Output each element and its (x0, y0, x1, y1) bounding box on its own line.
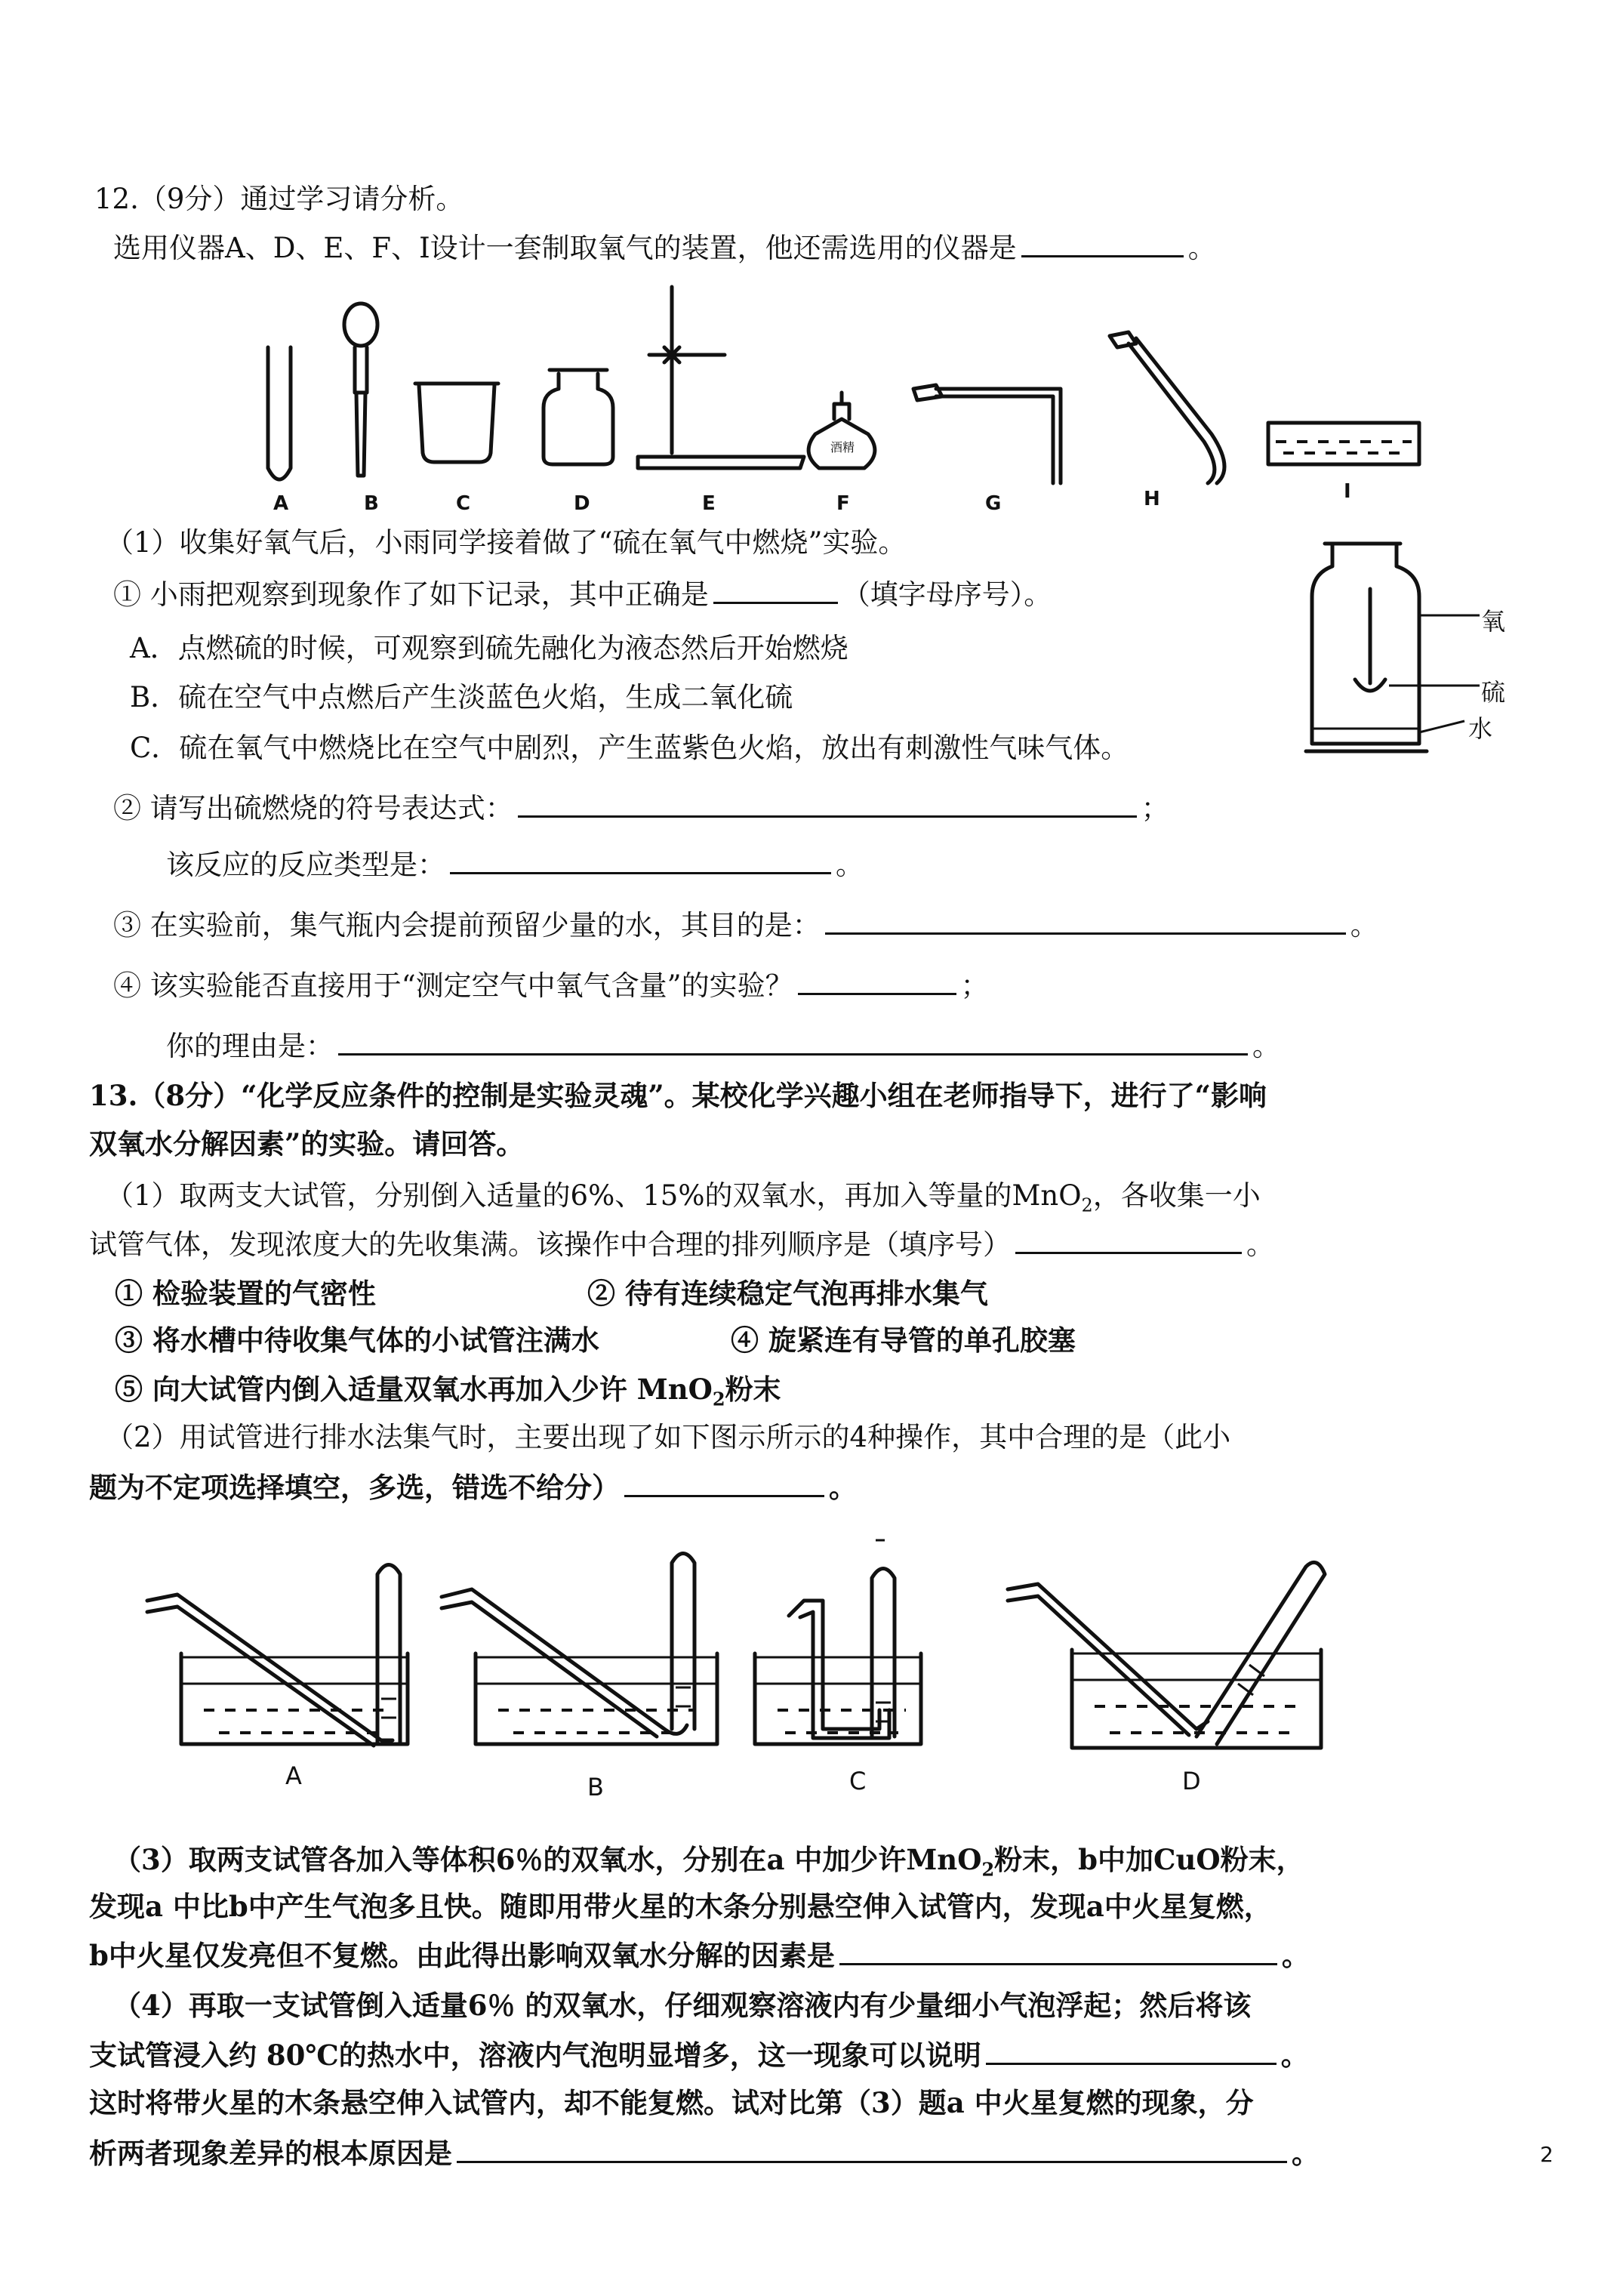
q13-part1-cont: 试管气体，发现浓度大的先收集满。该操作中合理的排列顺序是（填序号） 。 (89, 1228, 1274, 1261)
fig-label-D: D (1182, 1767, 1201, 1795)
label-D: D (574, 492, 590, 515)
q12-option-C: C．硫在氧气中燃烧比在空气中剧烈，产生蓝紫色火焰，放出有刺激性气味气体。 (130, 732, 1129, 764)
page-number: 2 (1540, 2142, 1554, 2167)
diagram-D (1008, 1562, 1325, 1748)
label-F: F (836, 492, 850, 515)
q13-step-3: ③ 将水槽中待收集气体的小试管注满水 (115, 1324, 599, 1357)
q12-option-B: B．硫在空气中点燃后产生淡蓝色火焰，生成二氧化硫 (130, 681, 793, 713)
q13-part1: （1）取两支大试管，分别倒入适量的6%、15%的双氧水，再加入等量的MnO$_2$，各收集一小 (106, 1179, 1261, 1216)
q13-part4-cont1: 支试管浸入约 80℃的热水中，溶液内气泡明显增多，这一现象可以说明 。 (89, 2039, 1309, 2072)
label-C: C (456, 492, 471, 515)
label-E: E (702, 492, 716, 515)
q13-title-cont: 双氧水分解因素”的实验。请回答。 (89, 1127, 525, 1160)
q13-step-2: ② 待有连续稳定气泡再排水集气 (587, 1277, 988, 1310)
diagram-A (147, 1565, 408, 1746)
jar-label-sulfur: 硫 (1481, 678, 1506, 707)
q12-sub1: ① 小雨把观察到现象作了如下记录，其中正确是 （填字母序号）。 (113, 578, 1052, 611)
q13-step-5: ⑤ 向大试管内倒入适量双氧水再加入少许 MnO$_2$粉末 (115, 1373, 781, 1410)
q13-title: 13.（8分）“化学反应条件的控制是实验灵魂”。某校化学兴趣小组在老师指导下，进行了“影响 (89, 1079, 1267, 1112)
jar-label-oxygen: 氧 (1481, 607, 1506, 636)
q13-part2: （2）用试管进行排水法集气时，主要出现了如下图示所示的4种操作，其中合理的是（此小 (106, 1421, 1231, 1453)
q12-option-A: A．点燃硫的时候，可观察到硫先融化为液态然后开始燃烧 (130, 632, 848, 664)
alcohol-label: 酒精 (830, 440, 855, 455)
q12-intro: 选用仪器A、D、E、F、I设计一套制取氧气的装置，他还需选用的仪器是 。 (113, 232, 1216, 264)
q12-part1: （1）收集好氧气后，小雨同学接着做了“硫在氧气中燃烧”实验。 (106, 526, 907, 559)
q12-title: 12.（9分）通过学习请分析。 (94, 183, 464, 215)
label-G: G (985, 492, 1002, 515)
q13-part3-cont2: b中火星仅发亮但不复燃。由此得出影响双氧水分解的因素是 。 (89, 1939, 1310, 1972)
q13-step-4: ④ 旋紧连有导管的单孔胶塞 (731, 1324, 1076, 1357)
q13-part4-cont2: 这时将带火星的木条悬空伸入试管内，却不能复燃。试对比第（3）题a 中火星复燃的现象，分 (89, 2086, 1254, 2119)
q12-sub4-reason: 你的理由是： 。 (166, 1030, 1280, 1062)
q13-step-1: ① 检验装置的气密性 (115, 1277, 376, 1310)
fig-label-B: B (587, 1773, 604, 1801)
label-H: H (1144, 488, 1160, 510)
label-B: B (364, 492, 379, 515)
label-A: A (273, 492, 289, 515)
fig-label-C: C (849, 1767, 867, 1795)
q13-part3: （3）取两支试管各加入等体积6％的双氧水，分别在a 中加少许MnO$_2$粉末，b中加CuO粉末， (113, 1843, 1304, 1881)
q13-part4-cont3: 析两者现象差异的根本原因是 。 (89, 2137, 1320, 2170)
q12-sub4: ④ 该实验能否直接用于“测定空气中氧气含量”的实验？ ； (113, 969, 989, 1002)
jar-label-water: 水 (1468, 714, 1493, 743)
q12-sub2: ② 请写出硫燃烧的符号表达式： ； (113, 792, 1169, 824)
q12-sub3: ③ 在实验前，集气瓶内会提前预留少量的水，其目的是： 。 (113, 909, 1378, 942)
fig-label-A: A (285, 1761, 302, 1790)
q12-sub2-type: 该反应的反应类型是： 。 (166, 849, 864, 881)
q13-part2-cont: 题为不定项选择填空，多选，错选不给分） 。 (89, 1471, 857, 1504)
diagram-B (442, 1554, 717, 1745)
label-I: I (1344, 480, 1351, 503)
q13-part4: （4）再取一支试管倒入适量6％ 的双氧水，仔细观察溶液内有少量细小气泡浮起；然后将该 (113, 1989, 1252, 2022)
q13-part3-cont1: 发现a 中比b中产生气泡多且快。随即用带火星的木条分别悬空伸入试管内，发现a中火星复燃， (89, 1890, 1272, 1923)
diagram-C (755, 1540, 921, 1744)
